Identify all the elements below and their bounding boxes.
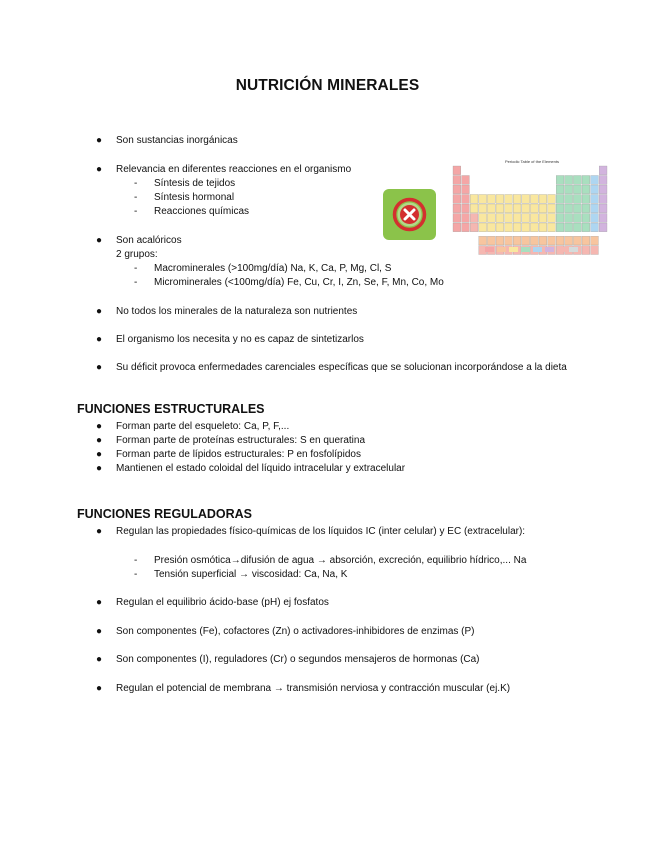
sub-item: Presión osmótica→difusión de agua → absorción, excreción, equilibrio hídrico,... Na (154, 555, 527, 566)
estructural-item: Forman parte del esqueleto: Ca, P, F,... (116, 421, 290, 432)
element-cell (453, 176, 461, 185)
element-cell (513, 223, 521, 232)
element-cell (599, 214, 607, 223)
element-cell (530, 195, 538, 204)
element-cell (530, 223, 538, 232)
element-cell (462, 176, 470, 185)
element-cell (573, 195, 581, 204)
element-cell (453, 223, 461, 232)
legend-swatch (497, 247, 506, 252)
dash-marker: - (134, 555, 138, 566)
element-cell (556, 223, 564, 232)
element-cell (582, 204, 590, 213)
legend-swatch (533, 247, 542, 252)
element-cell (591, 185, 599, 194)
element-cell (453, 195, 461, 204)
element-cell (522, 236, 530, 245)
element-cell (599, 223, 607, 232)
element-cell (591, 223, 599, 232)
dash-marker: - (134, 263, 138, 274)
element-cell (505, 223, 513, 232)
element-cell (462, 214, 470, 223)
element-cell (591, 246, 599, 255)
element-cell (573, 176, 581, 185)
legend-swatch (485, 247, 494, 252)
element-cell (453, 166, 461, 175)
element-cell (522, 195, 530, 204)
element-cell (496, 214, 504, 223)
regulador-item-3: Son componentes (Fe), cofactores (Zn) o activadores-inhibidores de enzimas (P) (116, 626, 475, 637)
element-cell (513, 195, 521, 204)
element-cell (582, 176, 590, 185)
element-cell (487, 214, 495, 223)
element-cell (573, 214, 581, 223)
element-cell (479, 195, 487, 204)
sub-item: Tensión superficial → viscosidad: Ca, Na, K (154, 569, 348, 580)
sub-item: Síntesis hormonal (154, 192, 235, 203)
element-cell (573, 204, 581, 213)
element-cell (591, 236, 599, 245)
element-cell (548, 195, 556, 204)
element-cell (582, 214, 590, 223)
element-cell (582, 223, 590, 232)
dash-marker: - (134, 277, 138, 288)
no-calories-icon (383, 189, 436, 240)
element-cell (462, 223, 470, 232)
element-cell (556, 185, 564, 194)
element-cell (487, 204, 495, 213)
element-cell (565, 195, 573, 204)
element-cell (496, 236, 504, 245)
estructural-item: Forman parte de lípidos estructurales: P en fosfolípidos (116, 449, 361, 460)
legend-swatch (569, 247, 578, 252)
section-heading-estructurales: FUNCIONES ESTRUCTURALES (77, 402, 265, 416)
intro-bullet-3-line2: 2 grupos: (116, 249, 158, 260)
dash-marker: - (134, 178, 138, 189)
element-cell (565, 214, 573, 223)
bullet-dot: ● (96, 683, 103, 694)
intro-bullet-4: No todos los minerales de la naturaleza son nutrientes (116, 306, 358, 317)
element-cell (565, 185, 573, 194)
element-cell (487, 195, 495, 204)
element-cell (505, 204, 513, 213)
bullet-dot: ● (96, 306, 103, 317)
element-cell (479, 204, 487, 213)
element-cell (573, 236, 581, 245)
element-cell (599, 195, 607, 204)
sub-item: Microminerales (<100mg/día) Fe, Cu, Cr, I, Zn, Se, F, Mn, Co, Mo (154, 277, 444, 288)
element-cell (599, 166, 607, 175)
element-cell (565, 204, 573, 213)
bullet-dot: ● (96, 235, 103, 246)
sub-item: Síntesis de tejidos (154, 178, 236, 189)
bullet-dot: ● (96, 334, 103, 345)
element-cell (573, 185, 581, 194)
periodic-table-image (447, 156, 617, 256)
element-cell (591, 204, 599, 213)
bullet-dot: ● (96, 362, 103, 373)
intro-bullet-3: Son acalóricos (116, 235, 182, 246)
estructural-item: Mantienen el estado coloidal del líquido intracelular y extracelular (116, 463, 406, 474)
page-title: NUTRICIÓN MINERALES (235, 77, 420, 94)
section-heading-reguladoras: FUNCIONES REGULADORAS (77, 507, 253, 521)
element-cell (496, 195, 504, 204)
element-cell (599, 204, 607, 213)
bullet-dot: ● (96, 654, 103, 665)
dash-marker: - (134, 206, 138, 217)
sub-item: Macrominerales (>100mg/día) Na, K, Ca, P, Mg, Cl, S (154, 263, 392, 274)
element-cell (479, 236, 487, 245)
dash-marker: - (134, 569, 138, 580)
element-cell (470, 223, 478, 232)
element-cell (582, 185, 590, 194)
element-cell (470, 204, 478, 213)
element-cell (462, 185, 470, 194)
sub-item: Reacciones químicas (154, 206, 250, 217)
regulador-item-5: Regulan el potencial de membrana → transmisión nerviosa y contracción muscular (ej.K) (116, 683, 511, 694)
element-cell (556, 214, 564, 223)
element-cell (470, 195, 478, 204)
ptable-caption: Periodic Table of the Elements (505, 159, 559, 164)
element-cell (522, 214, 530, 223)
element-cell (556, 176, 564, 185)
element-cell (487, 236, 495, 245)
element-cell (548, 223, 556, 232)
element-cell (599, 176, 607, 185)
element-cell (565, 223, 573, 232)
bullet-dot: ● (96, 421, 103, 432)
bullet-dot: ● (96, 526, 103, 537)
element-cell (539, 236, 547, 245)
element-cell (487, 223, 495, 232)
intro-bullet-5: El organismo los necesita y no es capaz de sintetizarlos (116, 334, 364, 345)
element-cell (530, 204, 538, 213)
bullet-dot: ● (96, 135, 103, 146)
element-cell (513, 236, 521, 245)
intro-bullet-1: Son sustancias inorgánicas (116, 135, 238, 146)
element-cell (548, 214, 556, 223)
intro-bullet-2: Relevancia en diferentes reacciones en el organismo (116, 164, 352, 175)
bullet-dot: ● (96, 463, 103, 474)
element-cell (556, 204, 564, 213)
element-cell (556, 195, 564, 204)
element-cell (496, 223, 504, 232)
element-cell (462, 195, 470, 204)
element-cell (556, 236, 564, 245)
element-cell (453, 204, 461, 213)
estructural-item: Forman parte de proteínas estructurales: S en queratina (116, 435, 366, 446)
legend-swatch (509, 247, 518, 252)
element-cell (565, 176, 573, 185)
bullet-dot: ● (96, 449, 103, 460)
element-cell (591, 214, 599, 223)
element-cell (599, 185, 607, 194)
legend-swatch (545, 247, 554, 252)
element-cell (505, 236, 513, 245)
element-cell (513, 214, 521, 223)
element-cell (470, 214, 478, 223)
element-cell (591, 176, 599, 185)
element-cell (548, 204, 556, 213)
element-cell (530, 236, 538, 245)
element-cell (479, 214, 487, 223)
bullet-dot: ● (96, 435, 103, 446)
element-cell (565, 236, 573, 245)
element-cell (479, 223, 487, 232)
element-cell (548, 236, 556, 245)
legend-swatch (557, 247, 566, 252)
element-cell (582, 236, 590, 245)
element-cell (539, 204, 547, 213)
element-cell (462, 204, 470, 213)
bullet-dot: ● (96, 164, 103, 175)
regulador-item-4: Son componentes (I), reguladores (Cr) o segundos mensajeros de hormonas (Ca) (116, 654, 480, 665)
regulador-item-2: Regulan el equilibrio ácido-base (pH) ej fosfatos (116, 597, 329, 608)
regulador-item-1: Regulan las propiedades físico-químicas de los líquidos IC (inter celular) y EC (extracelular): (116, 526, 526, 537)
element-cell (582, 195, 590, 204)
element-cell (539, 195, 547, 204)
bullet-dot: ● (96, 626, 103, 637)
element-cell (573, 223, 581, 232)
element-cell (582, 246, 590, 255)
element-cell (453, 185, 461, 194)
element-cell (513, 204, 521, 213)
element-cell (496, 204, 504, 213)
element-cell (505, 214, 513, 223)
element-cell (453, 214, 461, 223)
intro-bullet-6: Su déficit provoca enfermedades carenciales específicas que se solucionan incorporándose a la dieta (116, 362, 567, 373)
dash-marker: - (134, 192, 138, 203)
element-cell (539, 223, 547, 232)
bullet-dot: ● (96, 597, 103, 608)
element-cell (522, 223, 530, 232)
legend-swatch (521, 247, 530, 252)
element-cell (522, 204, 530, 213)
element-cell (591, 195, 599, 204)
element-cell (539, 214, 547, 223)
element-cell (505, 195, 513, 204)
element-cell (530, 214, 538, 223)
